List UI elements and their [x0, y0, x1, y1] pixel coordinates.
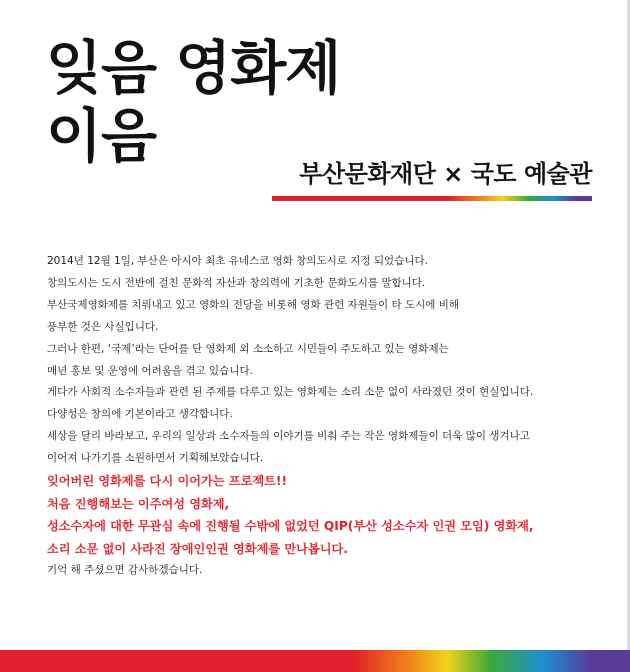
- page-title: [46, 34, 340, 170]
- highlight-line: 잊어버린 영화제를 다시 이어가는 프로젝트!!: [47, 474, 288, 489]
- body-line: 그러나 한편, ‘국제’라는 단어를 단 영화제 외 소소하고 시민들이 주도하고 있는 영화제는: [47, 342, 449, 355]
- body-line: 2014년 12월 1일, 부산은 아시아 최초 유네스코 영화 창의도시로 지정 되었습니다.: [47, 255, 428, 267]
- subtitle-rainbow-underline: [272, 196, 592, 201]
- subtitle: 부산문화재단 × 국도 예술관: [299, 160, 592, 188]
- body-text: [47, 251, 607, 582]
- body-line: 게다가 사회적 소수자들과 관련 된 주제를 다루고 있는 영화제는 소리 소문 없이 사라졌던 것이 현실입니다.: [47, 386, 534, 399]
- title-line-1: 잊음 영화제: [46, 34, 341, 102]
- title-line-2: 이음: [46, 102, 157, 170]
- body-line: 이어져 나가기를 소원하면서 기획해보았습니다.: [47, 452, 264, 465]
- body-line: 풍부한 것은 사실입니다.: [47, 320, 159, 333]
- body-line: 기억 해 주셨으면 감사하겠습니다.: [47, 564, 203, 577]
- bottom-rainbow-bar: [0, 650, 630, 672]
- subtitle-block: [272, 158, 592, 201]
- highlight-line: 소리 소문 없이 사라진 장애인인권 영화제를 만나봅니다.: [47, 541, 348, 556]
- body-line: 부산국제영화제를 치뤄내고 있고 영화의 전당을 비롯해 영화 관련 자원들이 타 도시에 비해: [47, 298, 460, 311]
- body-line: 다양성은 창의에 기본이라고 생각합니다.: [47, 408, 233, 421]
- body-line: 세상을 달리 바라보고, 우리의 일상과 소수자들의 이야기를 비춰 주는 작은 영화제들이 더욱 많이 생겨나고: [47, 430, 530, 443]
- highlight-line: 처음 진행해보는 이주여성 영화제,: [47, 496, 230, 511]
- highlight-line: 성소수자에 대한 무관심 속에 진행될 수밖에 없었던 QIP(부산 성소수자 인권 모임) 영화제,: [47, 519, 534, 534]
- body-line: 창의도시는 도시 전반에 걸친 문화적 자산과 창의력에 기초한 문화도시를 말합니다.: [47, 276, 426, 289]
- body-line: 매년 홍보 및 운영에 어려움을 겪고 있습니다.: [47, 364, 253, 377]
